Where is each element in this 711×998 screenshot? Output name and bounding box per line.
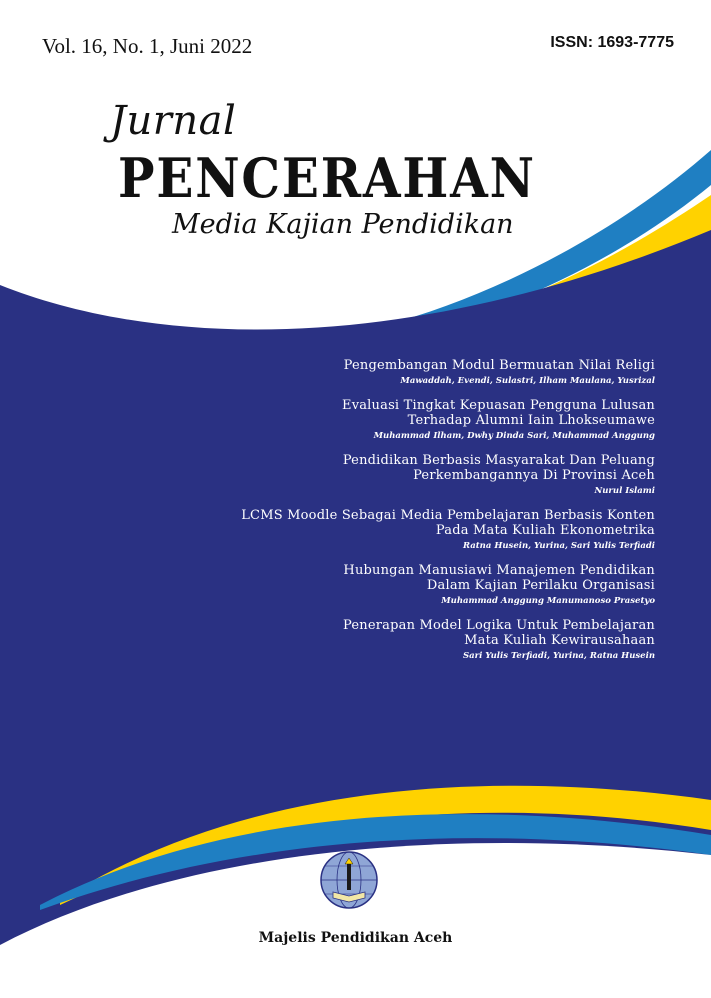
volume-label: Vol. 16, No. 1, Juni 2022 xyxy=(42,34,253,58)
article-item xyxy=(95,508,655,553)
masthead-title: PENCERAHAN xyxy=(118,146,536,210)
article-title: Pengembangan Modul Bermuatan Nilai Religi xyxy=(343,358,655,373)
article-authors: Ratna Husein, Yurina, Sari Yulis Terfiadi xyxy=(462,541,655,551)
article-list xyxy=(95,358,655,673)
article-item xyxy=(95,618,655,663)
article-authors: Muhammad Anggung Manumanoso Prasetyo xyxy=(441,596,655,606)
article-authors: Muhammad Ilham, Dwhy Dinda Sari, Muhammad Anggung xyxy=(373,431,655,441)
article-item xyxy=(95,563,655,608)
publisher-name: Majelis Pendidikan Aceh xyxy=(258,930,453,946)
masthead-jurnal: Jurnal xyxy=(110,98,237,144)
article-title: LCMS Moodle Sebagai Media Pembelajaran Berbasis Konten Pada Mata Kuliah Ekonometrika xyxy=(241,508,655,538)
article-item xyxy=(95,453,655,498)
masthead-subtitle: Media Kajian Pendidikan xyxy=(172,209,514,240)
issn-label: ISSN: 1693-7775 xyxy=(550,34,674,51)
article-title: Penerapan Model Logika Untuk Pembelajaran Mata Kuliah Kewirausahaan xyxy=(343,618,655,648)
article-authors: Mawaddah, Evendi, Sulastri, Ilham Maulana, Yusrizal xyxy=(400,376,655,386)
publisher-logo-icon xyxy=(319,850,379,910)
article-item xyxy=(95,358,655,388)
article-title: Hubungan Manusiawi Manajemen Pendidikan Dalam Kajian Perilaku Organisasi xyxy=(343,563,655,593)
article-authors: Sari Yulis Terfiadi, Yurina, Ratna Husein xyxy=(462,651,655,661)
article-authors: Nurul Islami xyxy=(594,486,655,496)
article-item xyxy=(95,398,655,443)
article-title: Pendidikan Berbasis Masyarakat Dan Peluang Perkembangannya Di Provinsi Aceh xyxy=(342,453,655,483)
article-title: Evaluasi Tingkat Kepuasan Pengguna Lulusan Terhadap Alumni Iain Lhokseumawe xyxy=(342,398,655,428)
